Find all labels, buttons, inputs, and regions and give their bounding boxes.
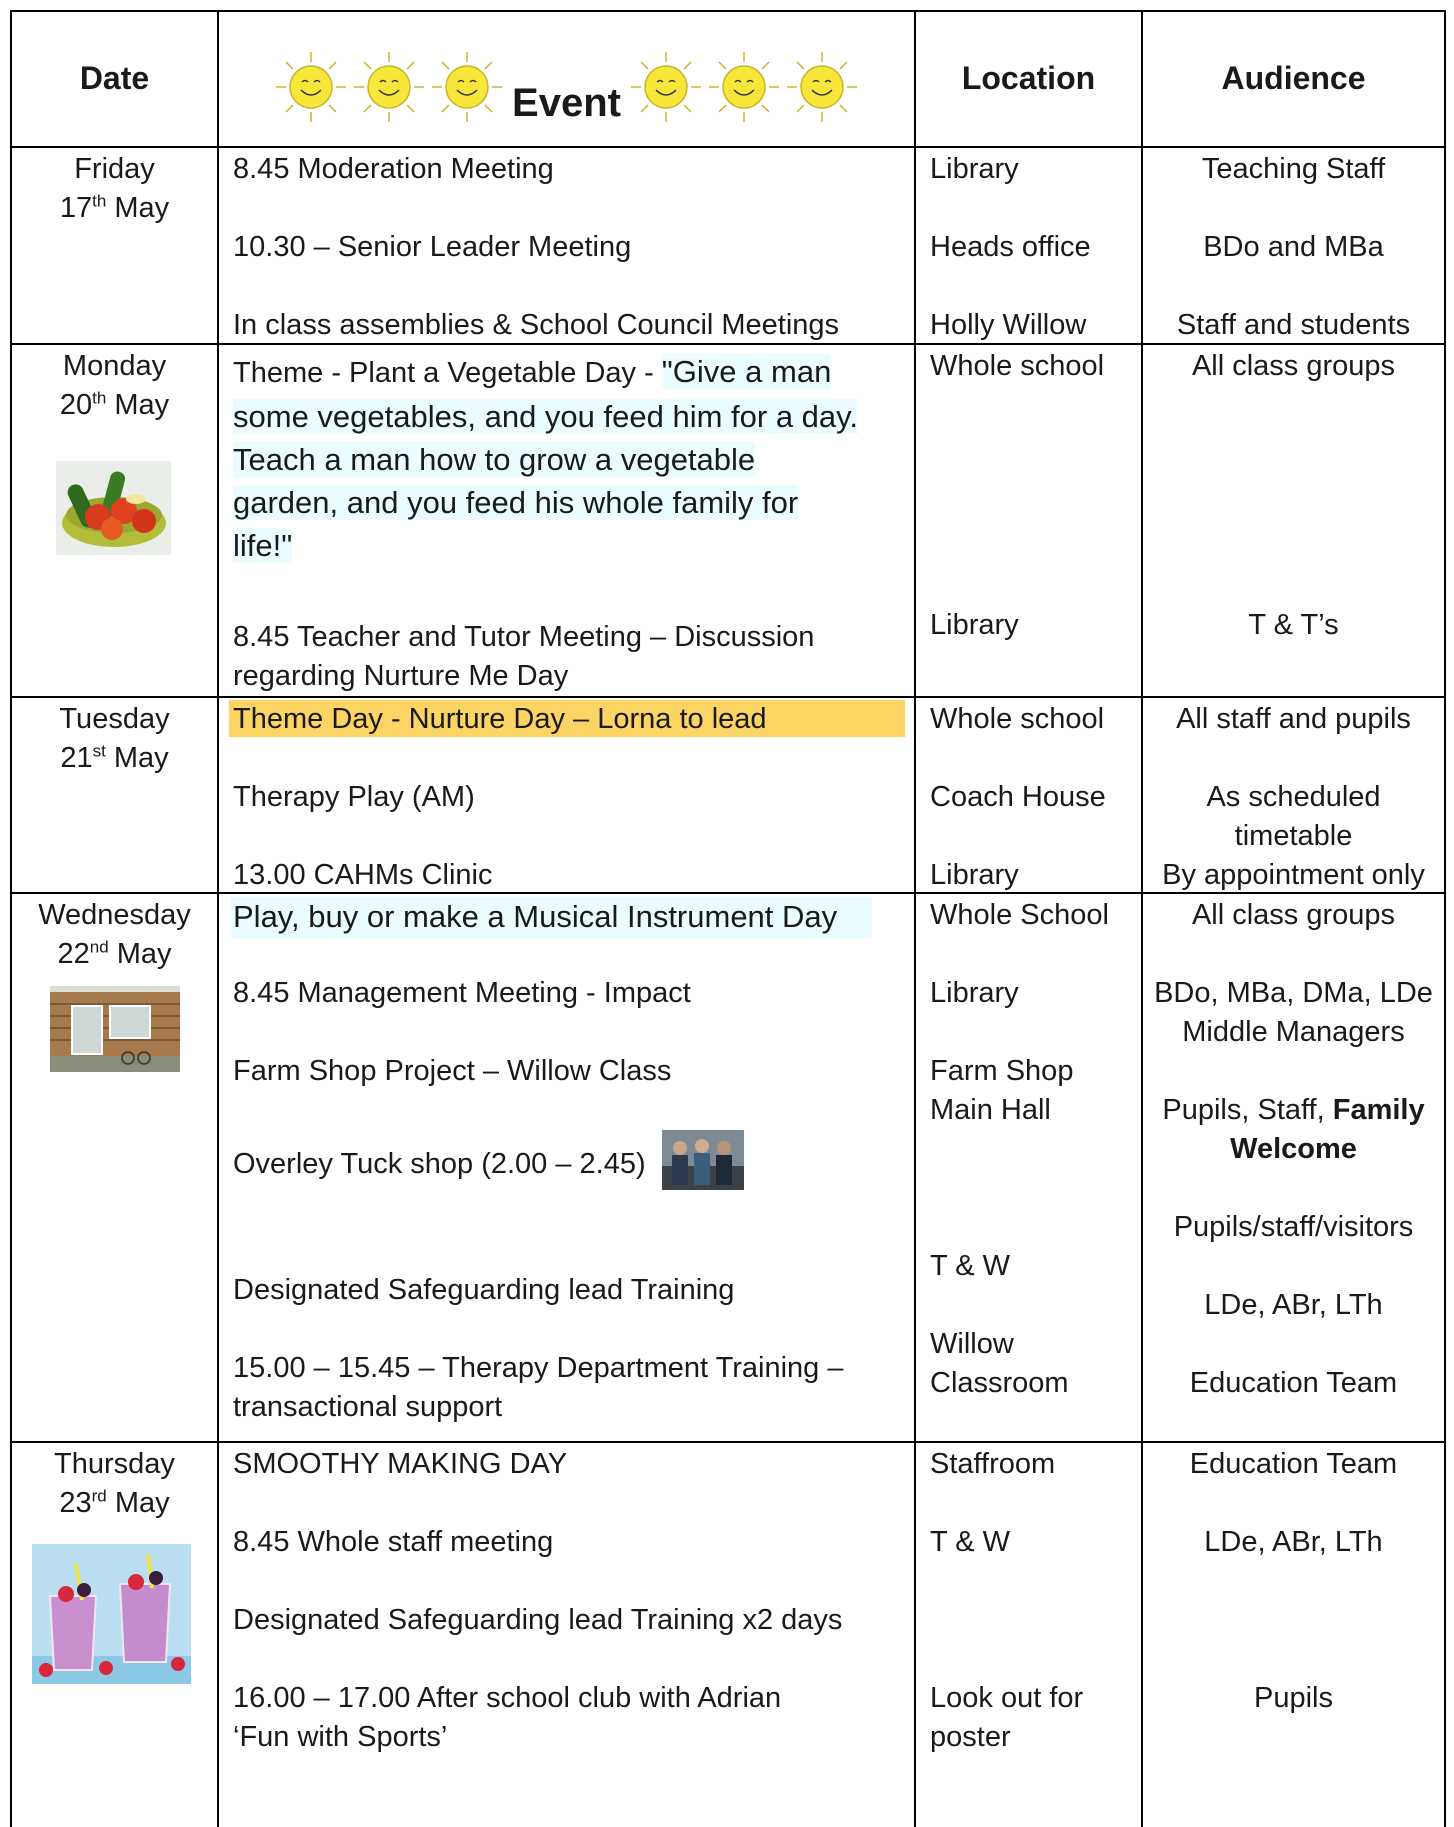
audiences-wednesday: All class groups BDo, MBa, DMa, LDe Middle Managers Pupils, Staff, Family Welcome Pupils/staff/visitors LDe, ABr, LTh Education Team bbox=[1154, 899, 1433, 1399]
event-item: transactional support bbox=[233, 1391, 503, 1423]
row-divider-monday bbox=[10, 696, 1446, 698]
sun-icon bbox=[350, 48, 428, 131]
date-monday: Monday 20th May bbox=[59, 350, 170, 421]
audiences-friday: Teaching Staff BDo and MBa Staff and students bbox=[1176, 153, 1411, 341]
events-friday bbox=[233, 150, 903, 345]
sun-icon bbox=[272, 48, 350, 131]
header-location: Location bbox=[961, 60, 1096, 96]
event-item: 8.45 Teacher and Tutor Meeting – Discussion bbox=[233, 621, 815, 653]
event-item: Play, buy or make a Musical Instrument Day bbox=[233, 899, 838, 934]
row-divider-wednesday bbox=[10, 1441, 1446, 1443]
col-divider-date bbox=[217, 10, 219, 1827]
sun-icon bbox=[783, 48, 861, 131]
sun-icon bbox=[627, 48, 705, 131]
event-item: 8.45 Management Meeting - Impact bbox=[233, 977, 691, 1009]
date-thursday: Thursday 23rd May bbox=[54, 1448, 175, 1519]
header-event bbox=[219, 48, 914, 138]
event-item: 13.00 CAHMs Clinic bbox=[233, 859, 493, 891]
event-item: SMOOTHY MAKING DAY bbox=[233, 1448, 568, 1480]
events-monday bbox=[233, 347, 903, 696]
vegetables-bowl-photo bbox=[56, 461, 171, 555]
col-divider-event bbox=[914, 10, 916, 1827]
event-item: ‘Fun with Sports’ bbox=[233, 1721, 448, 1753]
sun-icon bbox=[428, 48, 506, 131]
row-divider-header bbox=[10, 146, 1446, 148]
event-item: Overley Tuck shop (2.00 – 2.45) bbox=[233, 1130, 903, 1201]
date-wednesday: Wednesday 22nd May bbox=[38, 899, 191, 970]
header-event-label: Event bbox=[512, 80, 621, 125]
theme-vegetable-day: Theme - Plant a Vegetable Day - "Give a man some vegetables, and you feed him for a day. Teach a man how to grow a vegetable garden, and you feed his whole family for life!" bbox=[233, 354, 858, 563]
event-item: 16.00 – 17.00 After school club with Adrian bbox=[233, 1682, 782, 1714]
date-friday: Friday 17th May bbox=[59, 153, 170, 224]
event-item: 15.00 – 15.45 – Therapy Department Training – bbox=[233, 1352, 844, 1384]
audiences-thursday: Education Team LDe, ABr, LTh Pupils bbox=[1189, 1448, 1398, 1714]
event-item: 8.45 Whole staff meeting bbox=[233, 1526, 554, 1558]
sun-icon bbox=[705, 48, 783, 131]
tuck-shop-photo bbox=[662, 1130, 744, 1201]
table-border-top bbox=[10, 10, 1446, 12]
event-item: 10.30 – Senior Leader Meeting bbox=[233, 231, 632, 263]
table-border-right bbox=[1444, 10, 1446, 1827]
event-item: Farm Shop Project – Willow Class bbox=[233, 1055, 672, 1087]
header-audience: Audience bbox=[1221, 60, 1366, 96]
smoothie-glasses-photo bbox=[32, 1544, 191, 1684]
event-item: Designated Safeguarding lead Training bbox=[233, 1274, 735, 1306]
locations-wednesday: Whole School Library Farm Shop Main Hall T & W Willow Classroom bbox=[930, 899, 1109, 1399]
audiences-monday: All class groups T & T’s bbox=[1191, 350, 1396, 641]
events-thursday bbox=[233, 1445, 903, 1757]
locations-thursday: Staffroom T & W Look out for poster bbox=[930, 1448, 1084, 1753]
event-item: Designated Safeguarding lead Training x2 days bbox=[233, 1604, 843, 1636]
event-item: Theme Day - Nurture Day – Lorna to lead bbox=[233, 703, 767, 735]
event-item: regarding Nurture Me Day bbox=[233, 660, 569, 692]
event-item: 8.45 Moderation Meeting bbox=[233, 153, 554, 185]
event-item: In class assemblies & School Council Meetings bbox=[233, 309, 840, 341]
audiences-tuesday: All staff and pupils As scheduled timetable By appointment only bbox=[1162, 703, 1425, 891]
locations-monday: Whole school Library bbox=[930, 350, 1105, 641]
farm-shop-cabin-photo bbox=[50, 986, 180, 1072]
event-item: Therapy Play (AM) bbox=[233, 781, 475, 813]
header-date: Date bbox=[79, 60, 150, 96]
events-wednesday bbox=[233, 896, 903, 1427]
events-tuesday bbox=[233, 700, 903, 895]
locations-tuesday: Whole school Coach House Library bbox=[930, 703, 1106, 891]
date-tuesday: Tuesday 21st May bbox=[59, 703, 170, 774]
locations-friday: Library Heads office Holly Willow bbox=[930, 153, 1091, 341]
